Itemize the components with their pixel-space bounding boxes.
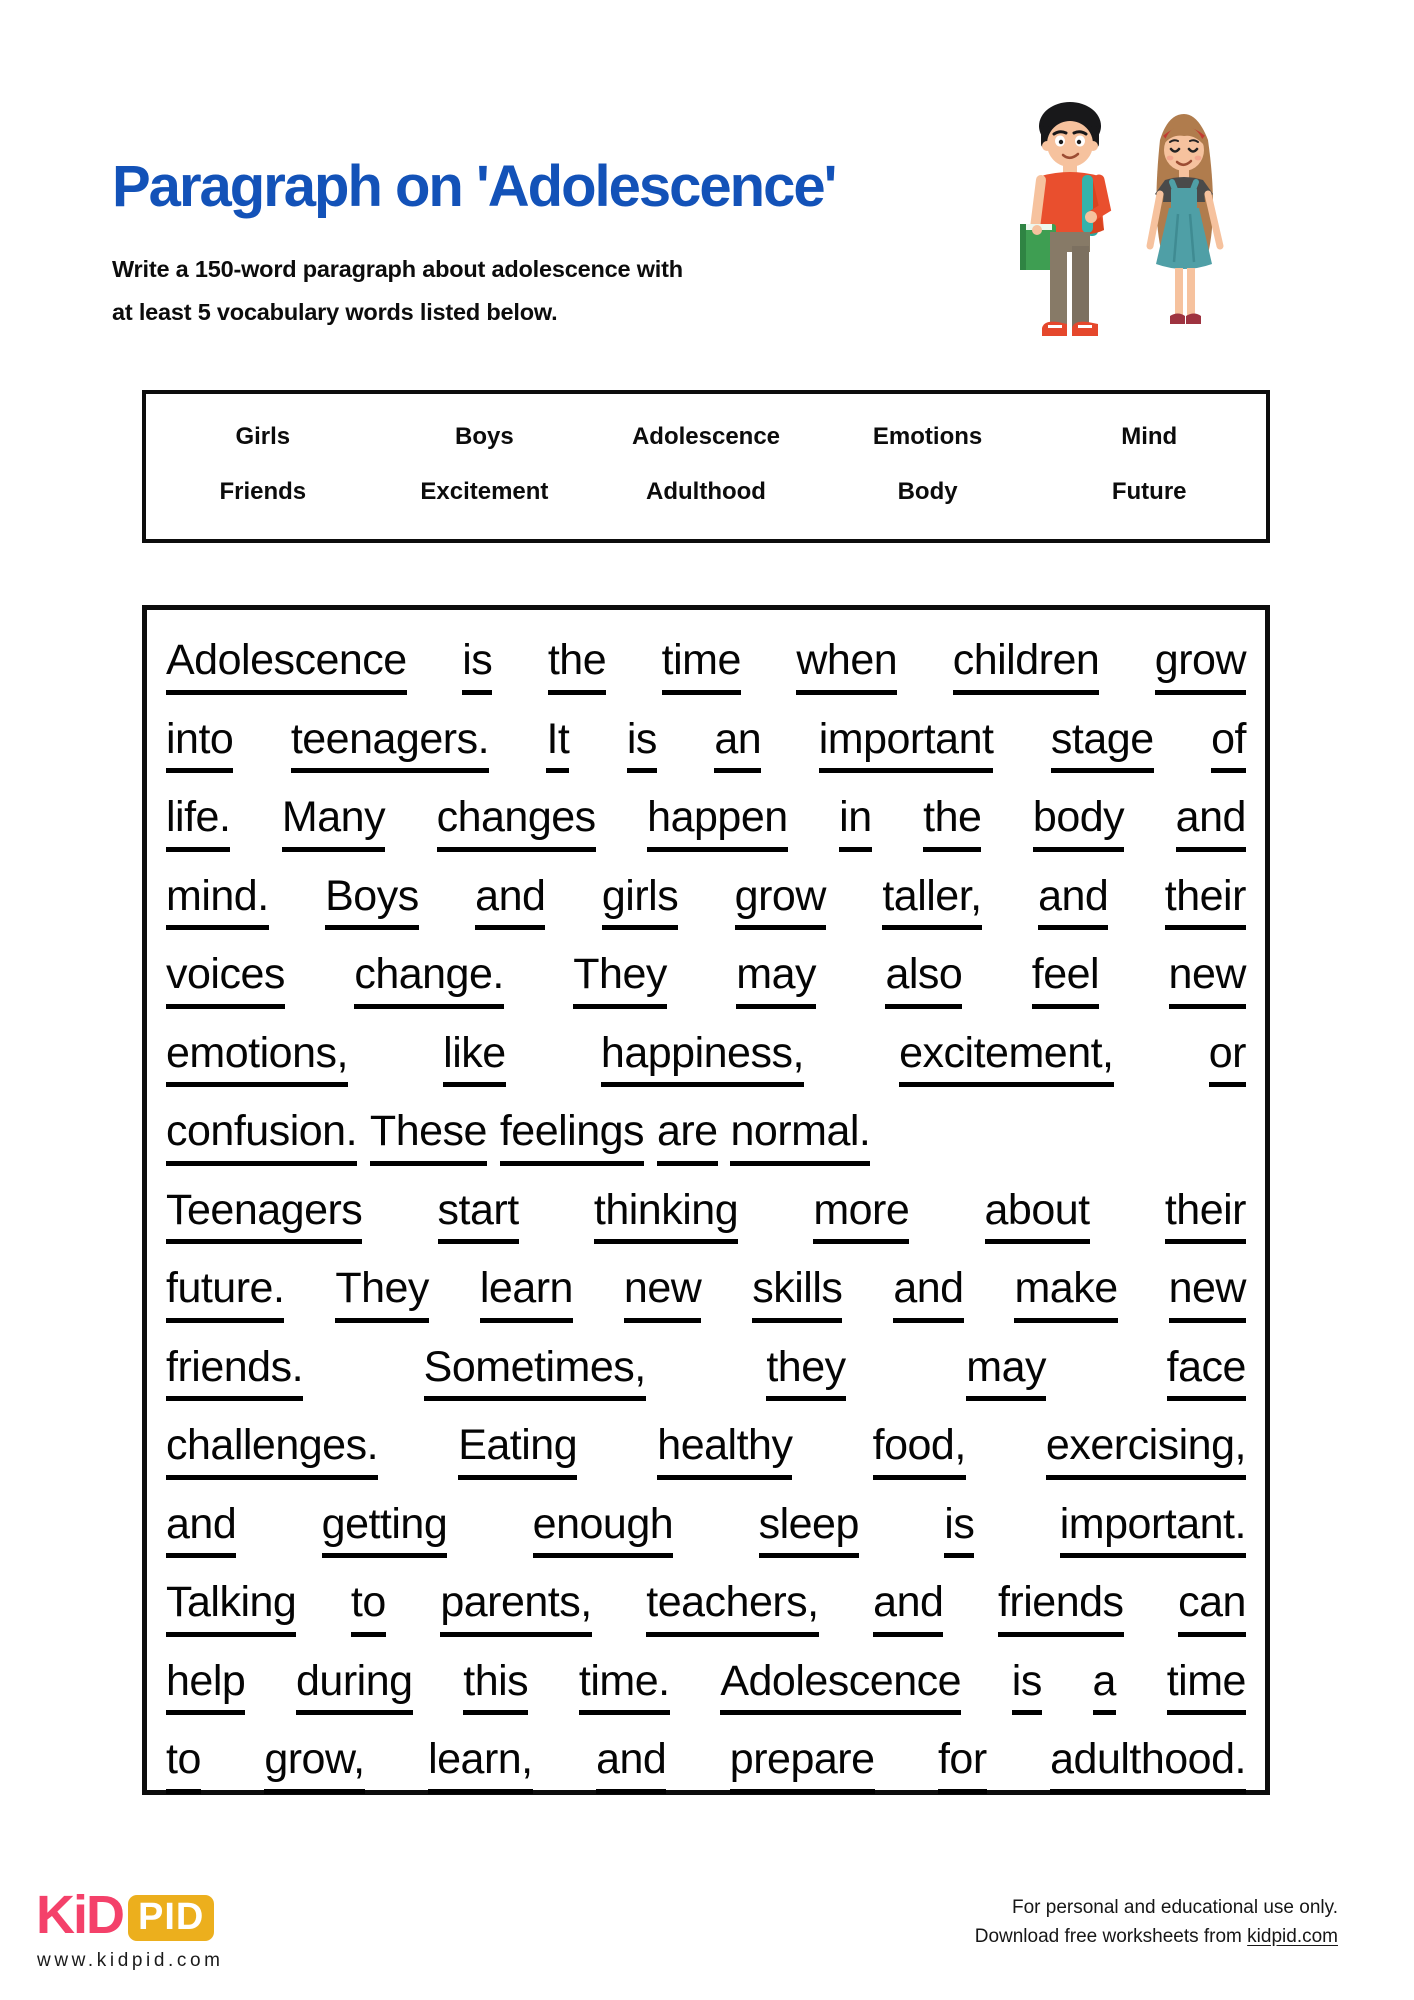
word: stage bbox=[1051, 716, 1154, 773]
word: an bbox=[714, 716, 761, 773]
word: is bbox=[627, 716, 657, 773]
word: friends bbox=[998, 1579, 1124, 1636]
kidpid-logo-pid: PID bbox=[128, 1895, 214, 1941]
paragraph-line bbox=[166, 1166, 1246, 1245]
word: may bbox=[736, 951, 816, 1008]
paragraph-line bbox=[166, 930, 1246, 1009]
word: is bbox=[944, 1501, 974, 1558]
word: during bbox=[296, 1658, 413, 1715]
kidpid-link[interactable]: kidpid.com bbox=[1247, 1926, 1338, 1947]
word: and bbox=[475, 873, 545, 930]
word: help bbox=[166, 1658, 245, 1715]
word: Eating bbox=[458, 1422, 577, 1479]
word: They bbox=[573, 951, 667, 1008]
instructions bbox=[112, 248, 683, 334]
instructions-line-2: at least 5 vocabulary words listed below. bbox=[112, 299, 558, 325]
word: emotions, bbox=[166, 1030, 348, 1087]
vocab-word-excitement: Excitement bbox=[420, 477, 549, 505]
paragraph-line bbox=[166, 773, 1246, 852]
paragraph-line bbox=[166, 1323, 1246, 1402]
word: challenges. bbox=[166, 1422, 378, 1479]
paragraph-line bbox=[166, 1401, 1246, 1480]
paragraph-line bbox=[166, 1558, 1246, 1637]
usage-note-line-1: For personal and educational use only. bbox=[1011, 1897, 1338, 1918]
kidpid-logo-kid: KiD bbox=[36, 1885, 123, 1945]
paragraph-line bbox=[166, 1637, 1246, 1716]
word: for bbox=[938, 1736, 987, 1793]
word: make bbox=[1014, 1265, 1117, 1322]
word: happiness, bbox=[601, 1030, 804, 1087]
word: sleep bbox=[759, 1501, 859, 1558]
word: their bbox=[1165, 873, 1246, 930]
word: excitement, bbox=[899, 1030, 1113, 1087]
word: normal. bbox=[730, 1108, 870, 1165]
word: teenagers. bbox=[291, 716, 489, 773]
word: confusion. bbox=[166, 1108, 357, 1165]
word: to bbox=[351, 1579, 386, 1636]
paragraph-line bbox=[166, 1480, 1246, 1559]
word: start bbox=[438, 1187, 519, 1244]
word: healthy bbox=[657, 1422, 792, 1479]
vocab-word-mind: Mind bbox=[1121, 423, 1178, 451]
word: exercising, bbox=[1046, 1422, 1246, 1479]
paragraph-line bbox=[166, 1087, 1246, 1166]
word: time bbox=[1167, 1658, 1246, 1715]
word: happen bbox=[647, 794, 788, 851]
usage-note-line-2-text: Download free worksheets from bbox=[974, 1926, 1248, 1947]
website-url: www.kidpid.com bbox=[37, 1950, 224, 1971]
word: future. bbox=[166, 1265, 284, 1322]
word: Adolescence bbox=[720, 1658, 961, 1715]
paragraph-line bbox=[166, 1715, 1246, 1794]
usage-note bbox=[975, 1893, 1338, 1951]
word: They bbox=[335, 1265, 429, 1322]
word: is bbox=[1012, 1658, 1042, 1715]
girl-figure bbox=[1150, 114, 1220, 324]
word: girls bbox=[602, 873, 678, 930]
vocab-word-adolescence: Adolescence bbox=[631, 423, 781, 451]
word: can bbox=[1178, 1579, 1246, 1636]
word: children bbox=[953, 637, 1100, 694]
word: parents, bbox=[440, 1579, 591, 1636]
word: food, bbox=[873, 1422, 966, 1479]
word: learn bbox=[480, 1265, 573, 1322]
word: prepare bbox=[730, 1736, 875, 1793]
word: teachers, bbox=[646, 1579, 818, 1636]
word: Sometimes, bbox=[424, 1344, 646, 1401]
word: new bbox=[1169, 1265, 1246, 1322]
word: in bbox=[839, 794, 871, 851]
word: feelings bbox=[500, 1108, 644, 1165]
word: to bbox=[166, 1736, 201, 1793]
word: feel bbox=[1032, 951, 1099, 1008]
vocab-word-emotions: Emotions bbox=[872, 423, 983, 451]
kidpid-logo bbox=[36, 1885, 214, 1945]
word: and bbox=[1038, 873, 1108, 930]
paragraph-line bbox=[166, 852, 1246, 931]
paragraph-line bbox=[166, 616, 1246, 695]
word: Teenagers bbox=[166, 1187, 362, 1244]
word: body bbox=[1033, 794, 1124, 851]
boy-figure bbox=[1020, 102, 1105, 336]
word: mind. bbox=[166, 873, 269, 930]
word: time. bbox=[579, 1658, 670, 1715]
paragraph-answer-box bbox=[142, 605, 1270, 1795]
word: grow bbox=[735, 873, 826, 930]
word: new bbox=[1169, 951, 1246, 1008]
word: voices bbox=[166, 951, 285, 1008]
word: time bbox=[662, 637, 741, 694]
word: These bbox=[370, 1108, 487, 1165]
word: are bbox=[657, 1108, 718, 1165]
word: life. bbox=[166, 794, 230, 851]
paragraph-line bbox=[166, 1244, 1246, 1323]
word: Talking bbox=[166, 1579, 296, 1636]
word: important. bbox=[1060, 1501, 1246, 1558]
word: like bbox=[443, 1030, 506, 1087]
word: change. bbox=[354, 951, 504, 1008]
word: into bbox=[166, 716, 233, 773]
word: a bbox=[1093, 1658, 1116, 1715]
word: and bbox=[873, 1579, 943, 1636]
word: important bbox=[819, 716, 994, 773]
word: and bbox=[596, 1736, 666, 1793]
word: adulthood. bbox=[1050, 1736, 1246, 1793]
word: Many bbox=[282, 794, 385, 851]
boy-and-girl-illustration bbox=[1008, 96, 1256, 378]
paragraph-lines bbox=[166, 616, 1246, 1794]
word: enough bbox=[533, 1501, 674, 1558]
usage-note-line-2 bbox=[975, 1922, 1338, 1951]
word: and bbox=[1176, 794, 1246, 851]
word: grow, bbox=[264, 1736, 364, 1793]
word: this bbox=[463, 1658, 528, 1715]
word: taller, bbox=[882, 873, 981, 930]
word: skills bbox=[752, 1265, 842, 1322]
word: also bbox=[885, 951, 962, 1008]
word: the bbox=[923, 794, 981, 851]
word: grow bbox=[1155, 637, 1246, 694]
word: learn, bbox=[428, 1736, 533, 1793]
word: thinking bbox=[594, 1187, 738, 1244]
word: friends. bbox=[166, 1344, 303, 1401]
instructions-line-1: Write a 150-word paragraph about adolescence with bbox=[112, 256, 683, 282]
vocabulary-box bbox=[142, 390, 1270, 543]
word: may bbox=[966, 1344, 1046, 1401]
word: about bbox=[985, 1187, 1090, 1244]
word: getting bbox=[322, 1501, 448, 1558]
word: when bbox=[796, 637, 897, 694]
paragraph-line bbox=[166, 1009, 1246, 1088]
vocab-word-boys: Boys bbox=[455, 423, 514, 451]
word: or bbox=[1209, 1030, 1246, 1087]
word: more bbox=[813, 1187, 909, 1244]
word: their bbox=[1165, 1187, 1246, 1244]
word: they bbox=[766, 1344, 845, 1401]
vocab-word-body: Body bbox=[897, 477, 958, 505]
word: changes bbox=[437, 794, 596, 851]
page-title: Paragraph on 'Adolescence' bbox=[112, 154, 836, 219]
vocab-word-adulthood: Adulthood bbox=[646, 477, 766, 505]
word: and bbox=[893, 1265, 963, 1322]
word: of bbox=[1211, 716, 1246, 773]
word: face bbox=[1167, 1344, 1246, 1401]
vocab-word-friends: Friends bbox=[219, 477, 307, 505]
word: Boys bbox=[325, 873, 419, 930]
word: the bbox=[548, 637, 606, 694]
paragraph-line bbox=[166, 695, 1246, 774]
word: new bbox=[624, 1265, 701, 1322]
vocab-word-future: Future bbox=[1111, 477, 1187, 505]
word: Adolescence bbox=[166, 637, 407, 694]
word: is bbox=[462, 637, 492, 694]
word: It bbox=[546, 716, 569, 773]
vocab-word-girls: Girls bbox=[235, 423, 291, 451]
word: and bbox=[166, 1501, 236, 1558]
